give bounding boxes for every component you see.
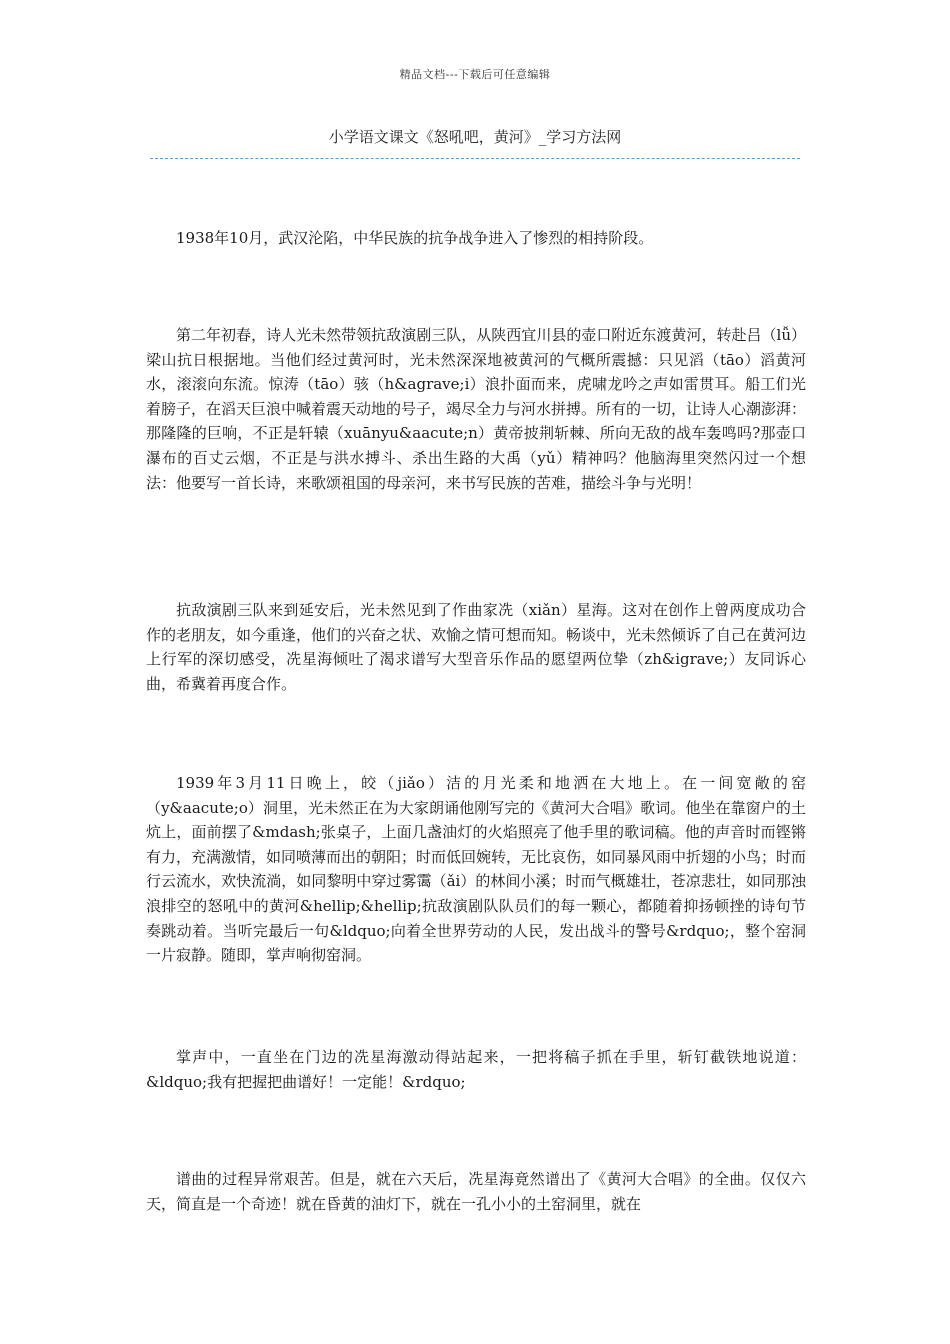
document-title: 小学语文课文《怒吼吧，黄河》_学习方法网 — [328, 128, 622, 146]
title-divider — [150, 158, 800, 159]
paragraph-3: 抗敌演剧三队来到延安后，光未然见到了作曲家冼（xiǎn）星海。这对在创作上曾两度成功合作的老朋友，如今重逢，他们的兴奋之状、欢愉之情可想而知。畅谈中，光未然倾诉了自己在黄河边上行军的深切感受，冼星海倾吐了渴求谱写大型音乐作品的愿望两位挚（zh&igrave;）友同诉心曲，希冀着再度合作。 — [146, 601, 807, 693]
paragraph-4: 1939年3月11日晚上，皎（jiǎo）洁的月光柔和地洒在大地上。在一间宽敞的窑（y&aacute;o）洞里，光未然正在为大家朗诵他刚写完的《黄河大合唱》歌词。他坐在靠窗户的土炕上，面前摆了&mdash;张桌子，上面几盏油灯的火焰照亮了他手里的歌词稿。他的声音时而铿锵有力，充满激情，如同喷薄而出的朝阳；时而低回婉转，无比哀伤，如同暴风雨中折翅的小鸟；时而行云流水，欢快流淌，如同黎明中穿过雾霭（ǎi）的林间小溪；时而气概雄壮，苍凉悲壮，如同那浊浪排空的怒吼中的黄河&hellip;&hellip;抗敌演剧队队员们的每一颗心，都随着抑扬顿挫的诗句节奏跳动着。当听完最后一句&ldquo;向着全世界劳动的人民，发出战斗的警号&rdquo;，整个窑洞一片寂静。随即，掌声响彻窑洞。 — [146, 774, 807, 965]
page-header-note: 精品文档---下载后可任意编辑 — [399, 68, 551, 81]
paragraph-2: 第二年初春，诗人光未然带领抗敌演剧三队，从陕西宜川县的壶口附近东渡黄河，转赴吕（lǚ）梁山抗日根据地。当他们经过黄河时，光未然深深地被黄河的气概所震撼：只见滔（tāo）滔黄河水，滚滚向东流。惊涛（tāo）骇（h&agrave;i）浪扑面而来，虎啸龙吟之声如雷贯耳。船工们光着膀子，在滔天巨浪中喊着震天动地的号子，竭尽全力与河水拼搏。所有的一切，让诗人心潮澎湃：那隆隆的巨响，不正是轩辕（xuānyu&aacute;n）黄帝披荆斩棘、所向无敌的战车轰鸣吗?那壶口瀑布的百丈云烟，不正是与洪水搏斗、杀出生路的大禹（yǔ）精神吗？他脑海里突然闪过一个想法：他要写一首长诗，来歌颂祖国的母亲河，来书写民族的苦难，描绘斗争与光明！ — [146, 326, 807, 492]
paragraph-6: 谱曲的过程异常艰苦。但是，就在六天后，冼星海竟然谱出了《黄河大合唱》的全曲。仅仅六天，简直是一个奇迹！就在昏黄的油灯下，就在一孔小小的土窑洞里，就在 — [146, 1170, 806, 1213]
paragraph-1: 1938年10月，武汉沦陷，中华民族的抗争战争进入了惨烈的相持阶段。 — [176, 229, 654, 247]
paragraph-5: 掌声中，一直坐在门边的冼星海激动得站起来，一把将稿子抓在手里，斩钉截铁地说道：&ldquo;我有把握把曲谱好！一定能！&rdquo; — [146, 1048, 806, 1091]
